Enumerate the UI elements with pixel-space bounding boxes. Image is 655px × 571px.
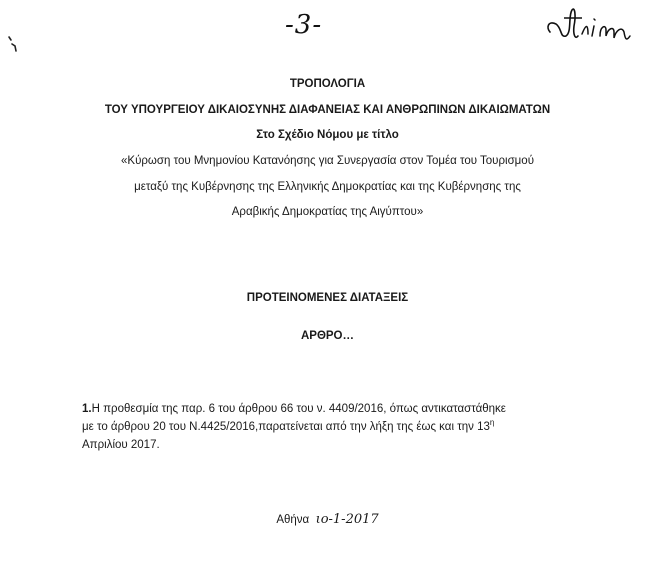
article-heading: ΑΡΘΡΟ… bbox=[300, 330, 355, 342]
signature-place-date bbox=[0, 513, 655, 527]
ordinal-superscript: η bbox=[489, 418, 495, 427]
place-name: Αθήνα bbox=[276, 514, 310, 526]
page-number: -3- bbox=[285, 10, 323, 40]
bill-title-line-1: «Κύρωση του Μνημονίου Κατανόησης για Συνεργασία στον Τομέα του Τουρισμού bbox=[121, 155, 534, 167]
paragraph-line-2-text: με το άρθρου 20 του Ν.4425/2016,παρατείνεται από την λήξη της έως και την 13 bbox=[82, 421, 490, 433]
bill-title-line-3: Αραβικής Δημοκρατίας της Αιγύπτου» bbox=[231, 206, 424, 218]
bill-title-line-2: μεταξύ της Κυβέρνησης της Ελληνικής Δημοκρατίας και της Κυβέρνησης της bbox=[134, 181, 521, 193]
paragraph-line-2 bbox=[82, 420, 494, 434]
section-title: ΠΡΟΤΕΙΝΟΜΕΝΕΣ ΔΙΑΤΑΞΕΙΣ bbox=[246, 292, 409, 304]
paragraph-number: 1. bbox=[82, 403, 92, 415]
bill-subtitle: Στο Σχέδιο Νόμου με τίτλο bbox=[256, 129, 399, 141]
paragraph-line-1-text: Η προθεσμία της παρ. 6 του άρθρου 66 του ν. 4409/2016, όπως αντικαταστάθηκε bbox=[91, 403, 506, 415]
paragraph-line-1 bbox=[82, 402, 506, 416]
document-title: ΤΡΟΠΟΛΟΓΙΑ bbox=[289, 78, 366, 90]
handwritten-signature bbox=[542, 6, 637, 46]
ministry-name: ΤΟΥ ΥΠΟΥΡΓΕΙΟΥ ΔΙΚΑΙΟΣΥΝΗΣ ΔΙΑΦΑΝΕΙΑΣ ΚΑΙ ΑΝΘΡΩΠΙΝΩΝ ΔΙΚΑΙΩΜΑΤΩΝ bbox=[104, 104, 551, 116]
paragraph-line-3 bbox=[82, 438, 160, 452]
paragraph-line-3-text: Απριλίου 2017. bbox=[82, 439, 160, 451]
margin-pen-mark bbox=[6, 34, 20, 56]
handwritten-date: ιο-1-2017 bbox=[315, 512, 379, 527]
